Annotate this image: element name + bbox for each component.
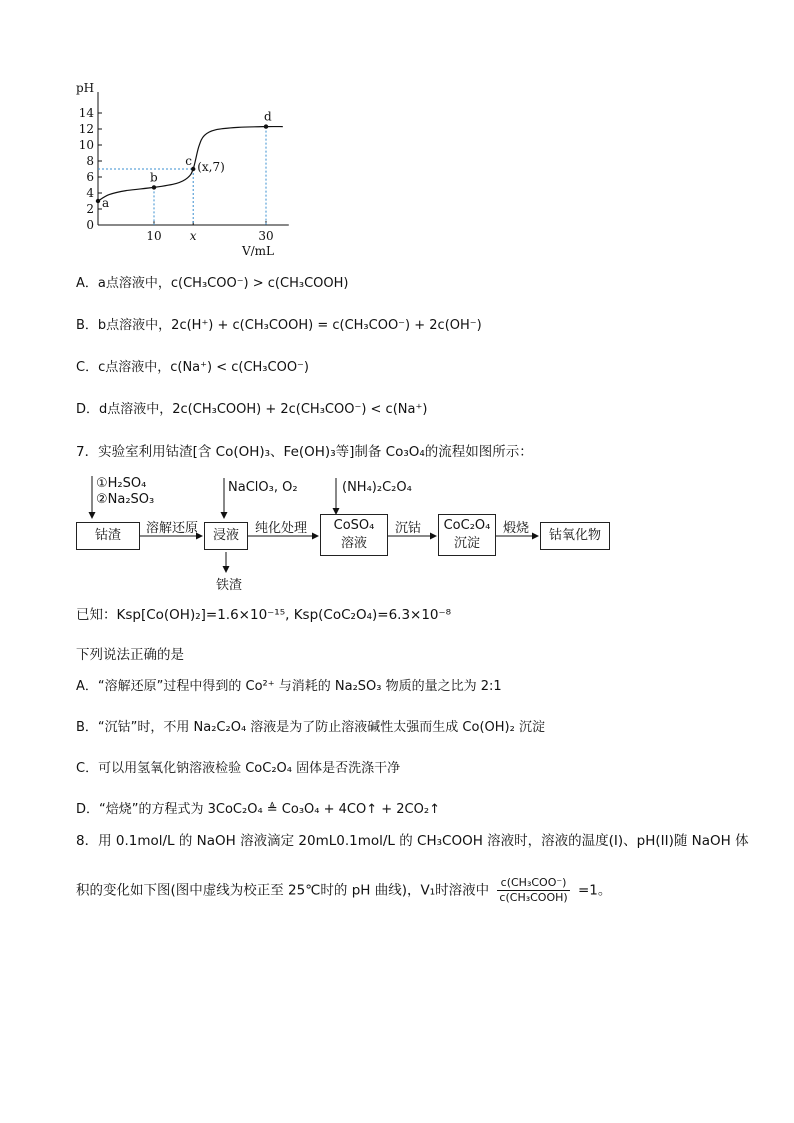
option-letter: A． (76, 276, 98, 291)
box-cobalt-slag: 钴渣 (76, 522, 140, 550)
titration-curve-chart (68, 78, 275, 263)
y-tick-label: 14 (78, 106, 94, 120)
y-tick-label: 6 (86, 170, 94, 184)
point-label-d: d (264, 109, 272, 124)
option-b (76, 317, 482, 335)
y-tick-label: 2 (86, 202, 94, 216)
y-tick-label: 8 (86, 154, 94, 168)
point-label-b: b (150, 170, 158, 185)
option-a (76, 275, 348, 293)
point-d (264, 124, 268, 128)
box-coso4-line1: CoSO₄ (333, 518, 375, 533)
option-letter: B． (76, 318, 98, 333)
point-b (152, 185, 156, 189)
option-letter: D． (76, 802, 100, 817)
y-tick-label: 10 (78, 138, 94, 152)
q8-fraction (497, 876, 569, 905)
q8-line2-end: =1。 (577, 882, 612, 899)
option-text: d点溶液中，2c(CH₃COOH) + 2c(CH₃COO⁻) < c(Na⁺) (99, 402, 428, 417)
q8-line1: 8．用 0.1mol/L 的 NaOH 溶液滴定 20mL0.1mol/L 的 CH₃COOH 溶液时，溶液的温度(I)、pH(II)随 NaOH 体 (76, 833, 749, 849)
q8-line2-text: 积的变化如下图(图中虚线为校正至 25℃时的 pH 曲线)，V₁时溶液中 (76, 882, 490, 899)
box-coso4-solution (320, 514, 388, 556)
y-tick-label: 0 (86, 218, 94, 232)
point-label-c: c (185, 154, 192, 168)
reagent-naclo3-o2: NaClO₃, O₂ (228, 480, 298, 495)
option-d (76, 401, 427, 419)
option-text: b点溶液中，2c(H⁺) + c(CH₃COOH) = c(CH₃COO⁻) + 2c(OH⁻) (97, 318, 482, 333)
step-calcine: 煅烧 (503, 521, 530, 536)
reagent-h2so4: ①H₂SO₄ (96, 476, 147, 491)
option-text: “沉钴”时，不用 Na₂C₂O₄ 溶液是为了防止溶液碱性太强而生成 Co(OH)₂ 沉淀 (97, 720, 545, 735)
step-precipitate-cobalt: 沉钴 (395, 521, 422, 536)
option-letter: B． (76, 720, 98, 735)
q7-known: 已知：Ksp[Co(OH)₂]=1.6×10⁻¹⁵, Ksp(CoC₂O₄)=6.3×10⁻⁸ (76, 607, 452, 623)
y-axis-label: pH (76, 81, 95, 95)
option-c (76, 760, 400, 778)
point-label-a: a (102, 196, 110, 210)
option-text: “溶解还原”过程中得到的 Co²⁺ 与消耗的 Na₂SO₃ 物质的量之比为 2:1 (97, 679, 502, 694)
x-tick-label: x (189, 229, 197, 243)
option-text: c点溶液中，c(Na⁺) < c(CH₃COO⁻) (98, 360, 309, 375)
q7-stem: 7．实验室利用钴渣[含 Co(OH)₃、Fe(OH)₃等]制备 Co₃O₄的流程如图所示： (76, 444, 533, 460)
box-cobalt-oxide: 钴氧化物 (540, 522, 610, 550)
option-d (76, 801, 440, 819)
step-dissolve-reduce: 溶解还原 (146, 521, 199, 536)
option-c (76, 359, 309, 377)
box-coc2o4-line2: 沉淀 (453, 536, 480, 551)
option-a (76, 678, 502, 696)
fraction-denominator: c(CH₃COOH) (499, 891, 568, 904)
option-letter: D． (76, 402, 100, 417)
y-tick-label: 12 (78, 122, 94, 136)
byproduct-iron-slag: 铁渣 (216, 578, 243, 593)
x-tick-label: 30 (258, 229, 274, 243)
x-tick-label: 10 (146, 229, 162, 243)
point-annotation: (x,7) (197, 160, 225, 174)
option-text: “焙烧”的方程式为 3CoC₂O₄ ≜ Co₃O₄ + 4CO↑ + 2CO₂↑ (99, 802, 440, 817)
step-purification: 纯化处理 (255, 521, 308, 536)
option-letter: A． (76, 679, 98, 694)
option-letter: C． (76, 360, 99, 375)
box-coc2o4-precipitate (438, 514, 496, 556)
reagent-na2so3: ②Na₂SO₃ (96, 492, 155, 507)
y-tick-label: 4 (86, 186, 94, 200)
fraction-numerator: c(CH₃COO⁻) (497, 876, 569, 891)
x-axis-label: V/mL (241, 244, 275, 258)
box-coc2o4-line1: CoC₂O₄ (443, 518, 491, 533)
option-b (76, 719, 545, 737)
option-text: a点溶液中，c(CH₃COO⁻) > c(CH₃COOH) (97, 276, 349, 291)
box-leachate: 浸液 (204, 522, 248, 550)
q7-prompt: 下列说法正确的是 (76, 647, 184, 663)
box-coso4-line2: 溶液 (340, 536, 367, 551)
q8-line2 (76, 876, 611, 905)
reagent-ammonium-oxalate: (NH₄)₂C₂O₄ (342, 480, 412, 495)
point-a (96, 199, 100, 203)
option-text: 可以用氢氧化钠溶液检验 CoC₂O₄ 固体是否洗涤干净 (98, 761, 401, 776)
option-letter: C． (76, 761, 99, 776)
